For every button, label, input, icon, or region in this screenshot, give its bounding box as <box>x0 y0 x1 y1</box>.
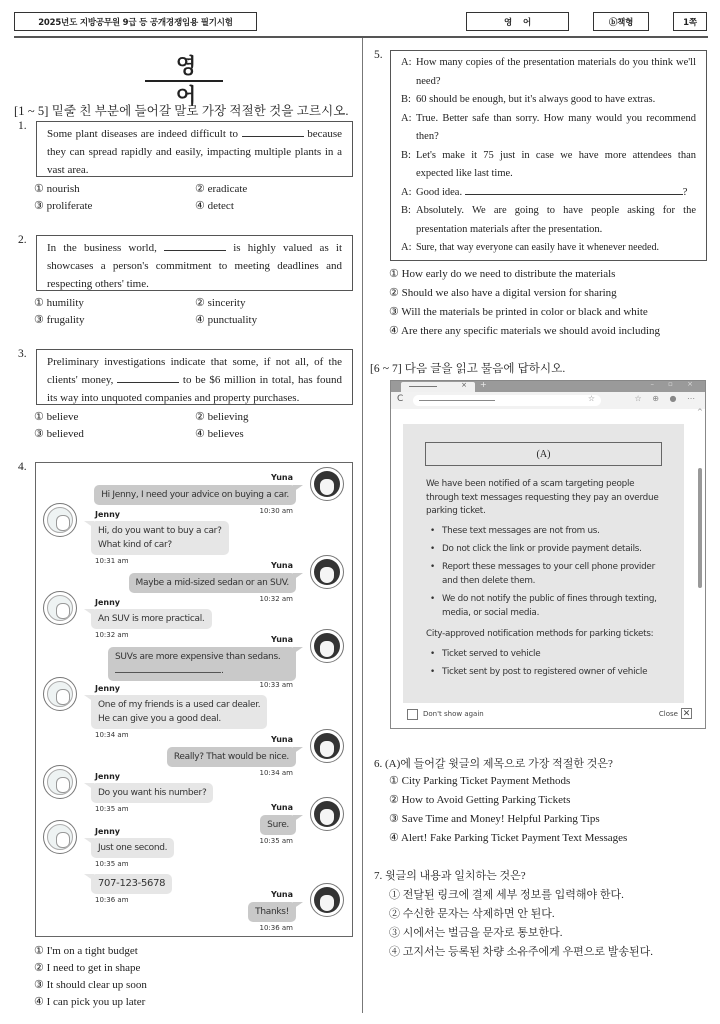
tab-title-placeholder <box>409 386 437 387</box>
choice-option[interactable]: ② believing <box>195 411 249 423</box>
message-time: 10:33 am <box>259 681 293 689</box>
answer-blank: . <box>115 664 289 678</box>
choice-option[interactable]: ③ It should clear up soon <box>34 979 147 991</box>
page-title: 영 어 <box>175 54 211 108</box>
jenny-avatar-icon <box>43 765 77 799</box>
notice-bullet: • We do not notify the public of fines through texting, media, or social media. <box>430 593 670 620</box>
message-time: 10:34 am <box>259 769 293 777</box>
choice-option[interactable]: ① humility <box>34 297 84 309</box>
answer-blank <box>164 241 226 251</box>
message-time: 10:34 am <box>95 731 129 739</box>
browser-tab[interactable] <box>401 382 475 392</box>
browser-window <box>390 380 706 729</box>
choice-option[interactable]: ② Should we also have a digital version for sharing <box>389 287 617 299</box>
choice-option[interactable]: ① believe <box>34 411 79 423</box>
message-time: 10:35 am <box>259 837 293 845</box>
question-number: 2. <box>18 234 27 246</box>
choice-option[interactable]: ③ proliferate <box>34 200 93 212</box>
sender-name: Jenny <box>95 772 121 781</box>
exam-title: 2025년도 지방공무원 9급 등 공개경쟁임용 필기시험 <box>38 17 233 28</box>
dialog-line <box>401 184 696 203</box>
notice-bullet: • Report these messages to your cell phone provider and then delete them. <box>430 561 670 588</box>
message-time: 10:36 am <box>95 896 129 904</box>
chat-bubble: Sure. <box>260 815 296 835</box>
chat-line: What kind of car? <box>98 540 172 550</box>
choice-option[interactable]: ③ 시에서는 벌금을 문자로 통보한다. <box>389 927 563 939</box>
answer-blank <box>117 373 179 383</box>
dialog-line <box>401 91 696 110</box>
dialog-text: 60 should be enough, but it's always good to have extras. <box>416 94 656 105</box>
notice-bullet: • These text messages are not from us. <box>430 525 670 539</box>
close-label[interactable]: Close <box>658 710 678 718</box>
question-number: 3. <box>18 348 27 360</box>
q2-text-after: is highly valued as it showcases a person's commitment to meeting deadlines and respecting others' time. <box>47 242 343 290</box>
scrollbar-thumb[interactable] <box>698 468 702 588</box>
chat-bubble: Thanks! <box>248 902 296 922</box>
choice-option[interactable]: ③ Will the materials be printed in color or black and white <box>389 306 648 318</box>
choice-option[interactable]: ④ 고지서는 등록된 차량 소유주에게 우편으로 발송된다. <box>389 946 654 958</box>
dialog-text: Absolutely. We are going to have people asking for the presentation materials after the presentation. <box>416 205 696 235</box>
subject-label: 영 어 <box>503 17 532 28</box>
subject-box <box>466 12 569 31</box>
yuna-avatar-icon <box>310 467 344 501</box>
choice-option[interactable]: ④ detect <box>195 200 234 212</box>
exam-title-box <box>14 12 257 31</box>
message-time: 10:35 am <box>95 860 129 868</box>
sender-name: Jenny <box>95 684 121 693</box>
question-6-stem: 6. (A)에 들어갈 윗글의 제목으로 가장 적절한 것은? <box>374 758 613 770</box>
instruction-q6-7: [6 ~ 7] 다음 글을 읽고 물음에 답하시오. <box>370 363 566 375</box>
yuna-avatar-icon <box>310 555 344 589</box>
dialog-text: True. Better safe than sorry. How many would you recommend then? <box>416 112 696 142</box>
speaker: B: <box>401 205 411 216</box>
methods-label: City-approved notification methods for parking tickets: <box>426 629 654 639</box>
question-number: 4. <box>18 461 27 473</box>
yuna-avatar-icon <box>310 797 344 831</box>
close-icon[interactable]: ✕ <box>682 709 691 719</box>
dialog-text: Sure, that way everyone can easily have it whenever needed. <box>416 242 659 253</box>
choice-option[interactable]: ③ frugality <box>34 314 85 326</box>
speaker: A: <box>401 57 412 68</box>
reload-icon[interactable]: C <box>397 394 404 404</box>
dont-show-checkbox[interactable] <box>407 709 418 720</box>
question-1-box <box>36 121 353 177</box>
question-7-stem: 7. 윗글의 내용과 일치하는 것은? <box>374 870 526 882</box>
header-divider <box>14 36 708 38</box>
chat-line: One of my friends is a used car dealer. <box>98 700 261 710</box>
jenny-avatar-icon <box>43 677 77 711</box>
booklet-type-box <box>593 12 649 31</box>
popup-notice <box>403 424 684 703</box>
sender-name: Jenny <box>95 827 121 836</box>
chat-bubble: Really? That would be nice. <box>167 747 296 767</box>
choice-option[interactable]: ① I'm on a tight budget <box>34 945 138 957</box>
dont-show-label[interactable]: Don't show again <box>423 710 484 718</box>
chat-bubble: Do you want his number? <box>91 783 213 803</box>
message-time: 10:30 am <box>259 507 293 515</box>
sender-name: Yuna <box>271 890 293 899</box>
sender-name: Yuna <box>271 803 293 812</box>
chat-line: SUVs are more expensive than sedans. <box>115 652 281 662</box>
q3-text-after: to be $6 million in total, has found its way into unquoted companies and property purchases. <box>47 374 343 404</box>
chat-line: Hi, do you want to buy a car? <box>98 526 222 536</box>
message-time: 10:32 am <box>259 595 293 603</box>
url-input[interactable] <box>413 395 601 406</box>
chat-bubble: An SUV is more practical. <box>91 609 212 629</box>
question-2-box <box>36 235 353 291</box>
q1-text-before: Some plant diseases are indeed difficult to <box>47 128 239 140</box>
chat-bubble: Just one second. <box>91 838 174 858</box>
jenny-avatar-icon <box>43 503 77 537</box>
question-number: 1. <box>18 120 27 132</box>
choice-option[interactable]: ③ Save Time and Money! Helpful Parking Tips <box>389 813 600 825</box>
scrollbar[interactable] <box>697 408 703 686</box>
window-controls[interactable]: – ▫ × <box>650 380 699 388</box>
choice-option[interactable]: ④ punctuality <box>195 314 258 326</box>
sender-name: Yuna <box>271 635 293 644</box>
choice-option[interactable]: ④ believes <box>195 428 244 440</box>
notice-heading-box <box>425 442 662 466</box>
tab-close-icon[interactable]: × <box>461 381 467 389</box>
jenny-avatar-icon <box>43 820 77 854</box>
notice-bullet: • Do not click the link or provide payment details. <box>430 543 670 557</box>
title-underline <box>145 80 223 82</box>
message-time: 10:35 am <box>95 805 129 813</box>
yuna-avatar-icon <box>310 883 344 917</box>
chat-bubble: 707-123-5678 <box>91 874 172 894</box>
choice-option[interactable]: ③ believed <box>34 428 84 440</box>
method-bullet: • Ticket served to vehicle <box>430 648 670 662</box>
dialog-line <box>401 54 696 91</box>
choice-option[interactable]: ① How early do we need to distribute the materials <box>389 268 616 280</box>
dialog-text: Good idea. <box>416 186 463 198</box>
chat-bubble: Maybe a mid-sized sedan or an SUV. <box>129 573 296 593</box>
new-tab-icon[interactable]: + <box>480 380 487 389</box>
question-3-box <box>36 349 353 405</box>
address-bar-row <box>391 392 705 409</box>
q3-text-before: Preliminary investigations indicate that some, if not all, of the clients' money, <box>47 356 342 386</box>
chat-line: He can give you a good deal. <box>98 714 221 724</box>
speaker: B: <box>401 149 411 161</box>
sender-name: Jenny <box>95 510 121 519</box>
instruction-q1-5: [1 ~ 5] 밑줄 친 부분에 들어갈 말로 가장 적절한 것을 고르시오. <box>14 104 349 118</box>
dialog-line <box>401 239 696 258</box>
choice-option[interactable]: ④ I can pick you up later <box>34 996 146 1008</box>
choice-option[interactable]: ② 수신한 문자는 삭제하면 안 된다. <box>389 908 555 920</box>
choice-option[interactable]: ① nourish <box>34 183 80 195</box>
q1-text-after: because they can spread rapidly and easily, impacting multiple plants in a vast area. <box>47 128 343 176</box>
speaker: B: <box>401 94 411 105</box>
sender-name: Jenny <box>95 598 121 607</box>
answer-blank <box>465 185 683 195</box>
choice-option[interactable]: ① 전달된 링크에 결제 세부 정보를 입력해야 한다. <box>389 889 624 901</box>
message-time: 10:36 am <box>259 924 293 932</box>
choice-option[interactable]: ④ Are there any specific materials we should avoid including <box>389 325 661 337</box>
dialog-suffix: ? <box>682 186 688 198</box>
url-placeholder <box>419 400 495 401</box>
choice-option[interactable]: ② How to Avoid Getting Parking Tickets <box>389 794 571 806</box>
sender-name: Yuna <box>271 473 293 482</box>
bookmark-star-icon[interactable]: ☆ <box>587 394 595 403</box>
chat-bubble: Hi Jenny, I need your advice on buying a car. <box>94 485 296 505</box>
choice-option[interactable]: ② eradicate <box>195 183 248 195</box>
q2-text-before: In the business world, <box>47 242 157 254</box>
answer-blank <box>242 127 304 137</box>
choice-option[interactable]: ② I need to get in shape <box>34 962 141 974</box>
page-number: 1쪽 <box>683 17 697 28</box>
choice-option[interactable]: ① City Parking Ticket Payment Methods <box>389 775 571 787</box>
notice-heading: (A) <box>536 448 551 460</box>
yuna-avatar-icon <box>310 629 344 663</box>
column-divider <box>362 38 363 1013</box>
speaker: A: <box>401 186 412 198</box>
chat-bubble <box>91 695 267 729</box>
dialog-line <box>401 147 696 184</box>
sender-name: Yuna <box>271 561 293 570</box>
dialog-line <box>401 202 696 239</box>
message-time: 10:31 am <box>95 557 129 565</box>
question-number: 5. <box>374 49 383 61</box>
dialog-text: Let's make it 75 just in case we have more attendees than expected like last time. <box>416 149 696 179</box>
chat-bubble <box>91 521 229 555</box>
yuna-avatar-icon <box>310 729 344 763</box>
choice-option[interactable]: ④ Alert! Fake Parking Ticket Payment Text Messages <box>389 832 628 844</box>
sender-name: Yuna <box>271 735 293 744</box>
choice-option[interactable]: ② sincerity <box>195 297 246 309</box>
message-time: 10:32 am <box>95 631 129 639</box>
booklet-type: ⓑ책형 <box>608 17 634 28</box>
chat-conversation <box>35 462 353 937</box>
question-5-dialog <box>390 50 707 261</box>
toolbar-icons[interactable]: ☆ ⊕ ● ⋯ <box>634 394 699 403</box>
page-number-box <box>673 12 707 31</box>
speaker: A: <box>401 242 412 253</box>
notice-intro: We have been notified of a scam targeting people through text messages requesting they pay an overdue parking ticket. <box>426 479 659 516</box>
dialog-line <box>401 110 696 147</box>
jenny-avatar-icon <box>43 591 77 625</box>
scroll-up-icon[interactable]: ^ <box>697 408 703 416</box>
speaker: A: <box>401 112 412 124</box>
method-bullet: • Ticket sent by post to registered owner of vehicle <box>430 666 670 680</box>
tab-bar <box>391 381 705 392</box>
dialog-text: How many copies of the presentation materials do you think we'll need? <box>416 57 696 87</box>
chat-bubble <box>108 647 296 681</box>
